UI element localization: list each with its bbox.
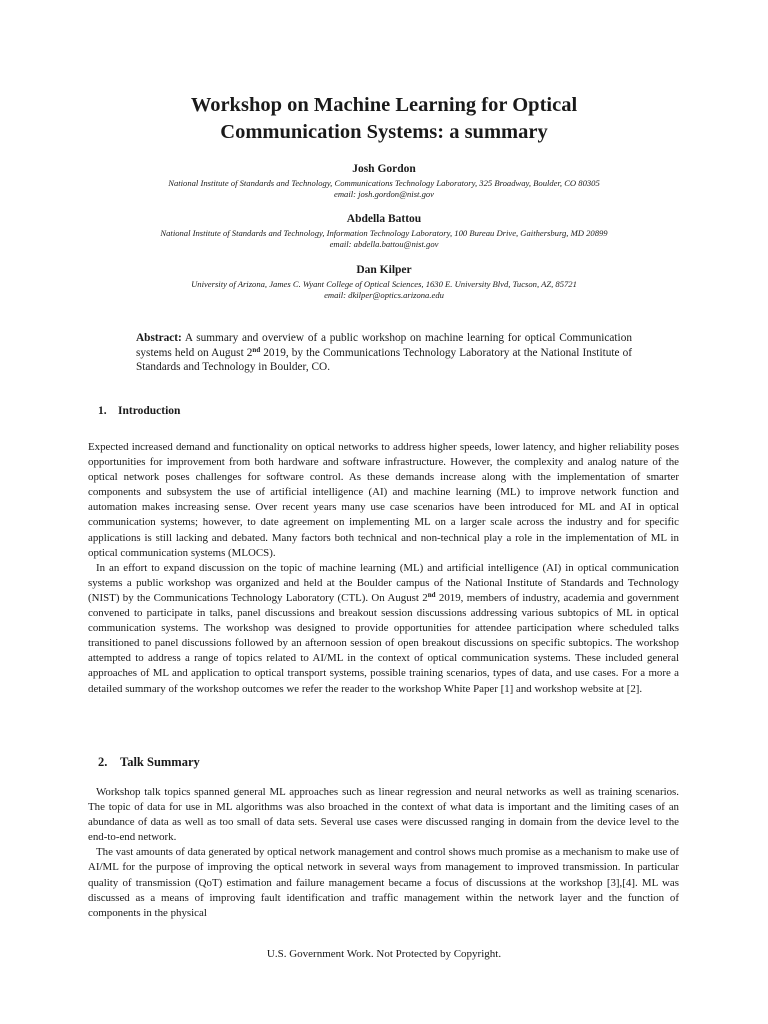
paper-title xyxy=(0,92,768,146)
author-email: email: abdella.battou@nist.gov xyxy=(329,239,439,249)
paragraph: The vast amounts of data generated by optical network management and control shows much promise as a mechanism to make use of AI/ML for the purpose of improving the optical network in several ways from management to improved transmission. In particular quality of transmission (QoT) estimation and failure management became a focus of discussions at the workshop [3],[4]. ML was discussed as a means of improving fault identification and traffic management within the network layer and the function of components in the physical xyxy=(88,846,679,919)
section-heading-talk-summary xyxy=(98,755,200,770)
title-line-2: Communication Systems: a summary xyxy=(220,121,548,143)
section-number: 1. xyxy=(98,405,107,417)
title-line-1: Workshop on Machine Learning for Optical xyxy=(190,94,578,116)
ordinal-suffix: nd xyxy=(252,345,261,354)
paragraph xyxy=(88,561,679,697)
abstract-text: A summary and overview of a public workshop on machine learning for optical Communication systems held on August 2 xyxy=(136,332,632,359)
author-name: Josh Gordon xyxy=(352,163,416,175)
ordinal-suffix: nd xyxy=(427,590,436,599)
author-block-3 xyxy=(0,263,768,301)
paragraph: Expected increased demand and functionality on optical networks to address higher speeds, lower latency, and higher reliability poses opportunities for improvement from both hardware and software infrastructure. However, the complexity and analog nature of the optical network poses challenges for software control. As these demands increase along with the implementation of smarter components and subsystem the use of artificial intelligence (AI) and machine learning (ML) to improve network function and automation makes increasing sense. Over recent years many use case scenarios have been introduced for ML and AI in optical communication systems; however, to date agreement on implementing ML on a larger scale across the industry and for specific applications is still lacking and debated. Many factors both technical and non-technical play a role in the implementation of ML in optical communication systems (MLOCS). xyxy=(88,441,679,559)
introduction-body xyxy=(88,440,679,697)
author-block-1 xyxy=(0,162,768,200)
author-affiliation: University of Arizona, James C. Wyant College of Optical Sciences, 1630 E. University Blvd, Tucson, AZ, 85721 xyxy=(191,279,577,289)
author-affiliation: National Institute of Standards and Technology, Communications Technology Laboratory, 325 Broadway, Boulder, CO 80305 xyxy=(168,178,600,188)
section-title: Introduction xyxy=(118,405,181,417)
abstract xyxy=(136,331,632,375)
author-block-2 xyxy=(0,212,768,250)
paragraph: Workshop talk topics spanned general ML approaches such as linear regression and neural networks as well as training scenarios. The topic of data for use in ML algorithms was also broached in the context of what data is important and the limiting cases of an abundance of data as well as too small of data sets. Several use cases were discussed ranging in domain from the device level to the end-to-end network. xyxy=(88,786,679,844)
abstract-text-cont: 2019, by the Communications Technology Laboratory at the National Institute of Standards and Technology in Boulder, CO. xyxy=(136,346,632,373)
author-name: Dan Kilper xyxy=(356,264,412,276)
author-name: Abdella Battou xyxy=(346,213,422,225)
copyright-footer: U.S. Government Work. Not Protected by Copyright. xyxy=(266,948,502,960)
author-email: email: josh.gordon@nist.gov xyxy=(334,189,434,199)
author-affiliation: National Institute of Standards and Technology, Information Technology Laboratory, 100 Bureau Drive, Gaithersburg, MD 20899 xyxy=(160,228,608,238)
section-heading-introduction xyxy=(98,405,180,417)
paragraph-text: In an effort to expand discussion on the topic of machine learning (ML) and artificial intelligence (AI) in optical communication systems a public workshop was organized and held at the Boulder campus of the National Institute of Standards and Technology (NIST) by the Communications Technology Laboratory (CTL). On August 2 xyxy=(88,561,679,604)
author-email: email: dkilper@optics.arizona.edu xyxy=(324,290,444,300)
paragraph-text-cont: 2019, members of industry, academia and government convened to participate in talks, panel discussions and breakout session discussions addressing various subtopics of ML in optical communication systems. The workshop was designed to provide opportunities for attendee participation where scheduled talks transitioned to panel discussions followed by an afternoon session of open breakout discussions on specific subtopics. The workshop attempted to address a range of topics related to AI/ML in the context of optical communication systems. These included general approaches of ML and application to optical transport systems, possible training scenarios, types of data, and use cases. For a more a detailed summary of the workshop outcomes we refer the reader to the workshop White Paper [1] and workshop website at [2]. xyxy=(88,591,679,695)
abstract-label: Abstract: xyxy=(136,332,182,344)
section-number: 2. xyxy=(98,755,108,769)
talk-summary-body xyxy=(88,785,679,921)
section-title: Talk Summary xyxy=(120,755,200,769)
